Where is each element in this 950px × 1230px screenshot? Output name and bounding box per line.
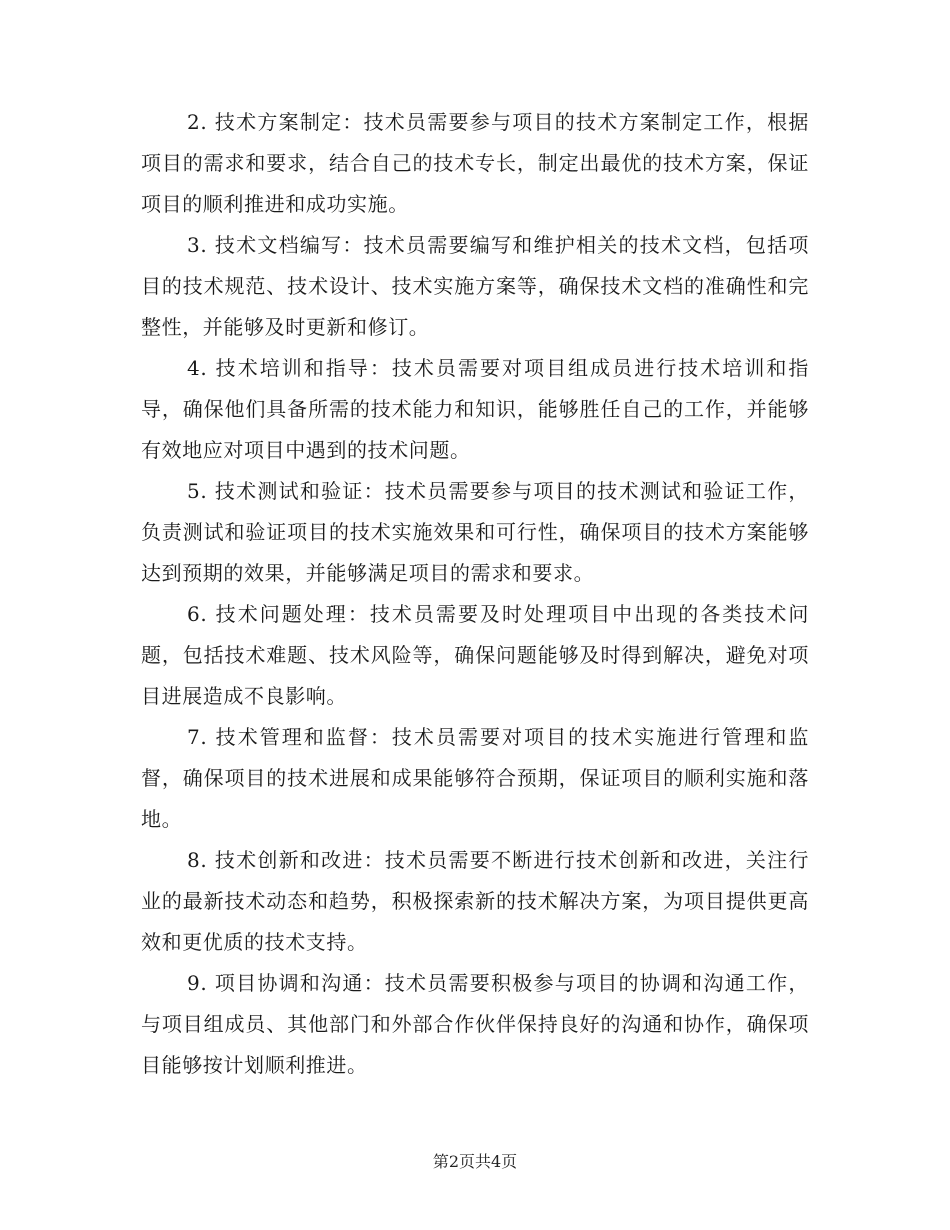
paragraph-item-5: 5. 技术测试和验证：技术员需要参与项目的技术测试和验证工作，负责测试和验证项目的技术实施效果和可行性，确保项目的技术方案能够达到预期的效果，并能够满足项目的需求和要求。 bbox=[141, 479, 809, 585]
document-body bbox=[141, 102, 809, 1086]
paragraph-item-7: 7. 技术管理和监督：技术员需要对项目的技术实施进行管理和监督，确保项目的技术进展和成果能够符合预期，保证项目的顺利实施和落地。 bbox=[141, 725, 809, 831]
paragraph-item-3: 3. 技术文档编写：技术员需要编写和维护相关的技术文档，包括项目的技术规范、技术设计、技术实施方案等，确保技术文档的准确性和完整性，并能够及时更新和修订。 bbox=[141, 233, 809, 339]
paragraph-item-6: 6. 技术问题处理：技术员需要及时处理项目中出现的各类技术问题，包括技术难题、技术风险等，确保问题能够及时得到解决，避免对项目进展造成不良影响。 bbox=[141, 602, 809, 708]
paragraph-item-4: 4. 技术培训和指导：技术员需要对项目组成员进行技术培训和指导，确保他们具备所需的技术能力和知识，能够胜任自己的工作，并能够有效地应对项目中遇到的技术问题。 bbox=[141, 356, 809, 462]
paragraph-item-8: 8. 技术创新和改进：技术员需要不断进行技术创新和改进，关注行业的最新技术动态和趋势，积极探索新的技术解决方案，为项目提供更高效和更优质的技术支持。 bbox=[141, 848, 809, 954]
paragraph-item-9: 9. 项目协调和沟通：技术员需要积极参与项目的协调和沟通工作，与项目组成员、其他部门和外部合作伙伴保持良好的沟通和协作，确保项目能够按计划顺利推进。 bbox=[141, 971, 809, 1077]
page-number-footer: 第2页共4页 bbox=[432, 1152, 518, 1171]
paragraph-item-2: 2. 技术方案制定：技术员需要参与项目的技术方案制定工作，根据项目的需求和要求，结合自己的技术专长，制定出最优的技术方案，保证项目的顺利推进和成功实施。 bbox=[141, 110, 809, 216]
